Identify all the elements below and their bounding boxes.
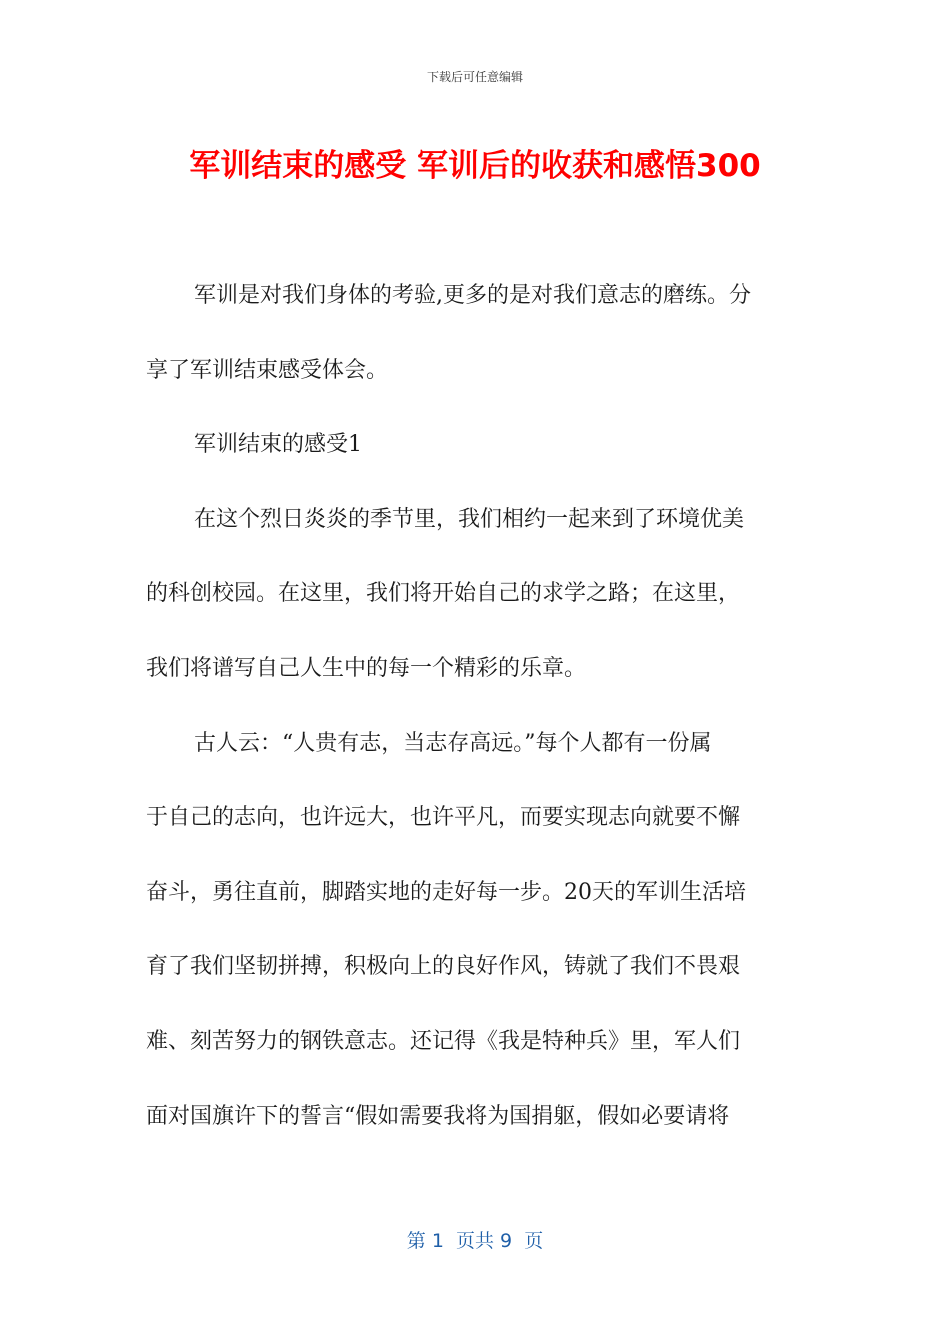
paragraph-line: 的科创校园。在这里，我们将开始自己的求学之路；在这里， (146, 581, 741, 607)
section-heading: 军训结束的感受1 (194, 432, 362, 458)
header-note: 下载后可任意编辑 (426, 70, 523, 84)
paragraph-line: 享了军训结束感受体会。 (146, 357, 389, 383)
paragraph-line: 奋斗，勇往直前，脚踏实地的走好每一步。20天的军训生活培 (146, 879, 746, 905)
paragraph-line: 在这个烈日炎炎的季节里，我们相约一起来到了环境优美 (194, 506, 745, 532)
page-number-footer: 第 1 页共 9 页 (406, 1230, 544, 1252)
document-body (146, 270, 806, 1165)
paragraph-line: 育了我们坚韧拼搏，积极向上的良好作风，铸就了我们不畏艰 (146, 954, 741, 980)
paragraph-line: 古人云：“人贵有志，当志存高远。”每个人都有一份属 (194, 730, 712, 756)
paragraph-line: 军训是对我们身体的考验,更多的是对我们意志的磨练。分 (194, 283, 751, 308)
paragraph-line: 面对国旗许下的誓言“假如需要我将为国捐躯，假如必要请将 (146, 1103, 730, 1129)
document-title: 军训结束的感受 军训后的收获和感悟300 (189, 148, 761, 184)
paragraph-line: 于自己的志向，也许远大，也许平凡，而要实现志向就要不懈 (146, 805, 741, 831)
paragraph-line: 难、刻苦努力的钢铁意志。还记得《我是特种兵》里，军人们 (146, 1028, 741, 1054)
paragraph-line: 我们将谱写自己人生中的每一个精彩的乐章。 (146, 655, 587, 681)
